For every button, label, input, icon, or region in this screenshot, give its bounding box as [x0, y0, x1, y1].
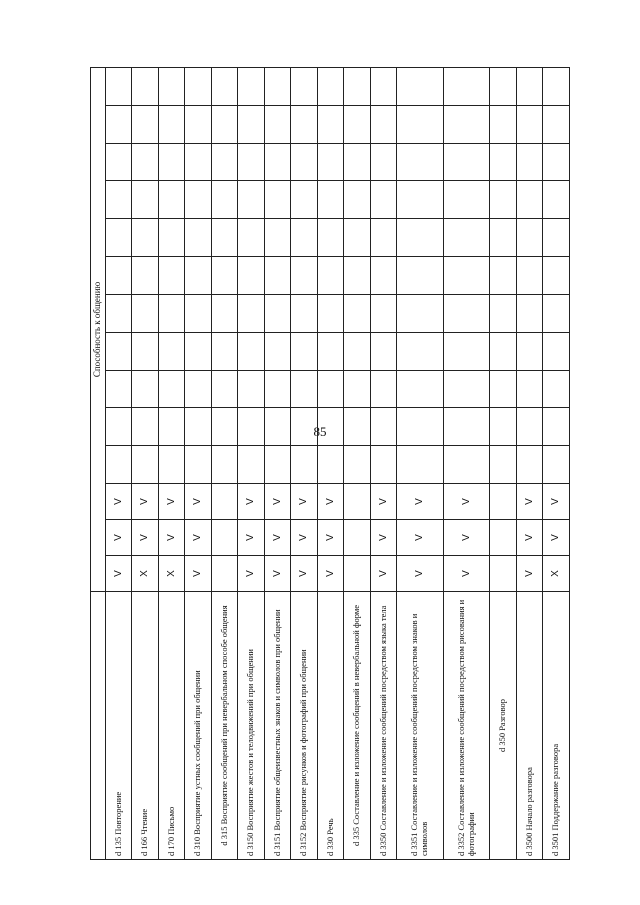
mark-cell: [543, 143, 570, 181]
mark-cell: [370, 294, 396, 332]
table-row: [106, 44, 132, 859]
mark-cell: [344, 181, 370, 219]
mark-cell: V: [106, 556, 132, 592]
mark-cell: [317, 257, 343, 295]
mark-cell: [211, 67, 237, 105]
mark-cell: [317, 143, 343, 181]
row-label: d 3150 Восприятие жестов и телодвижений при общении: [238, 592, 264, 860]
mark-cell: [397, 446, 444, 484]
mark-cell: [344, 520, 370, 556]
mark-cell: V: [132, 484, 158, 520]
mark-cell: [543, 181, 570, 219]
mark-cell: [443, 408, 490, 446]
mark-cell: [238, 105, 264, 143]
mark-cell: [106, 294, 132, 332]
mark-cell: [443, 105, 490, 143]
mark-cell: [132, 257, 158, 295]
mark-cell: [397, 219, 444, 257]
mark-cell: V: [185, 520, 211, 556]
mark-cell: [106, 370, 132, 408]
mark-cell: V: [264, 484, 290, 520]
mark-cell: [370, 408, 396, 446]
mark-cell: [370, 446, 396, 484]
mark-cell: [516, 257, 542, 295]
mark-cell: [185, 67, 211, 105]
table-row: [238, 44, 264, 859]
mark-cell: [490, 67, 516, 105]
row-label: d 3152 Восприятие рисунков и фотографий при общении: [291, 592, 317, 860]
mark-cell: [344, 105, 370, 143]
mark-cell: [317, 294, 343, 332]
mark-cell: X: [543, 556, 570, 592]
mark-cell: [264, 257, 290, 295]
mark-cell: [106, 181, 132, 219]
mark-cell: [490, 484, 516, 520]
mark-cell: [185, 408, 211, 446]
mark-cell: [106, 446, 132, 484]
mark-cell: [238, 294, 264, 332]
mark-cell: V: [443, 556, 490, 592]
mark-cell: V: [317, 556, 343, 592]
table-row: [443, 44, 490, 859]
mark-cell: V: [264, 520, 290, 556]
mark-cell: [132, 332, 158, 370]
mark-cell: [443, 67, 490, 105]
table-row: [370, 44, 396, 859]
mark-cell: [291, 408, 317, 446]
mark-cell: [158, 219, 184, 257]
mark-cell: [397, 105, 444, 143]
mark-cell: [291, 370, 317, 408]
mark-cell: [291, 181, 317, 219]
table-row: [211, 44, 237, 859]
mark-cell: X: [132, 556, 158, 592]
table-row: [543, 44, 570, 859]
rotated-table-container: [90, 45, 570, 860]
mark-cell: [490, 370, 516, 408]
row-label: d 3151 Восприятие общеизвестных знаков и символов при общении: [264, 592, 290, 860]
mark-cell: [132, 181, 158, 219]
mark-cell: V: [516, 556, 542, 592]
table-row: [516, 44, 542, 859]
mark-cell: [397, 370, 444, 408]
mark-cell: [443, 181, 490, 219]
mark-cell: [344, 484, 370, 520]
mark-cell: [443, 143, 490, 181]
mark-cell: [238, 332, 264, 370]
mark-cell: [344, 219, 370, 257]
mark-cell: V: [291, 484, 317, 520]
mark-cell: [443, 219, 490, 257]
table-row: [317, 44, 343, 859]
mark-cell: [211, 143, 237, 181]
mark-cell: [158, 257, 184, 295]
row-label: d 310 Восприятие устных сообщений при общении: [185, 592, 211, 860]
mark-cell: [344, 257, 370, 295]
mark-cell: [397, 257, 444, 295]
mark-cell: V: [185, 484, 211, 520]
mark-cell: [291, 257, 317, 295]
mark-cell: V: [516, 520, 542, 556]
mark-cell: [344, 556, 370, 592]
mark-cell: [370, 219, 396, 257]
mark-cell: [291, 446, 317, 484]
mark-cell: [397, 332, 444, 370]
mark-cell: [443, 257, 490, 295]
mark-cell: [158, 332, 184, 370]
mark-cell: [516, 105, 542, 143]
mark-cell: [370, 181, 396, 219]
mark-cell: [264, 408, 290, 446]
mark-cell: [370, 105, 396, 143]
mark-cell: [370, 370, 396, 408]
mark-cell: V: [158, 484, 184, 520]
mark-cell: [132, 370, 158, 408]
mark-cell: [211, 446, 237, 484]
mark-cell: [317, 332, 343, 370]
mark-cell: [185, 143, 211, 181]
mark-cell: [106, 408, 132, 446]
mark-cell: V: [317, 520, 343, 556]
mark-cell: [185, 332, 211, 370]
mark-cell: [211, 294, 237, 332]
mark-cell: [185, 181, 211, 219]
row-label: d 3350 Составление и изложение сообщений посредством языка тела: [370, 592, 396, 860]
mark-cell: [543, 257, 570, 295]
mark-cell: V: [443, 484, 490, 520]
mark-cell: [238, 370, 264, 408]
mark-cell: [543, 370, 570, 408]
mark-cell: [370, 332, 396, 370]
table-row: [291, 44, 317, 859]
mark-cell: [317, 219, 343, 257]
mark-cell: V: [291, 520, 317, 556]
mark-cell: [344, 446, 370, 484]
mark-cell: [106, 105, 132, 143]
mark-cell: [238, 257, 264, 295]
mark-cell: [185, 105, 211, 143]
mark-cell: [291, 143, 317, 181]
mark-cell: [490, 105, 516, 143]
mark-cell: [264, 332, 290, 370]
mark-cell: [543, 446, 570, 484]
mark-cell: [211, 484, 237, 520]
mark-cell: [106, 332, 132, 370]
mark-cell: [158, 105, 184, 143]
mark-cell: [516, 332, 542, 370]
mark-cell: [490, 143, 516, 181]
mark-cell: [490, 446, 516, 484]
table-row: [490, 44, 516, 859]
mark-cell: [185, 370, 211, 408]
mark-cell: [443, 332, 490, 370]
mark-cell: V: [291, 556, 317, 592]
mark-cell: [158, 408, 184, 446]
row-label: d 3352 Составление и изложение сообщений посредством рисования и фотографии: [443, 592, 490, 860]
table-row: [158, 44, 184, 859]
table-row: [132, 44, 158, 859]
mark-cell: [106, 143, 132, 181]
mark-cell: [264, 67, 290, 105]
mark-cell: [264, 370, 290, 408]
mark-cell: V: [238, 556, 264, 592]
mark-cell: [443, 446, 490, 484]
mark-cell: [238, 181, 264, 219]
mark-cell: [158, 294, 184, 332]
row-label: d 3501 Поддержание разговора: [543, 592, 570, 860]
mark-cell: [490, 257, 516, 295]
mark-cell: [490, 332, 516, 370]
header-corner-cell: [91, 592, 106, 860]
mark-cell: [132, 408, 158, 446]
mark-cell: [106, 257, 132, 295]
mark-cell: [516, 408, 542, 446]
mark-cell: [370, 67, 396, 105]
mark-cell: [211, 181, 237, 219]
mark-cell: V: [264, 556, 290, 592]
mark-cell: [158, 370, 184, 408]
row-label: d 3351 Составление и изложение сообщений посредством знаков и символов: [397, 592, 444, 860]
mark-cell: [516, 294, 542, 332]
mark-cell: [543, 67, 570, 105]
mark-cell: [264, 219, 290, 257]
mark-cell: [317, 370, 343, 408]
page-number: 85: [313, 424, 327, 439]
mark-cell: [344, 332, 370, 370]
mark-cell: [490, 181, 516, 219]
mark-cell: [516, 181, 542, 219]
row-label: d 330 Речь: [317, 592, 343, 860]
mark-cell: V: [516, 484, 542, 520]
mark-cell: [264, 181, 290, 219]
mark-cell: [370, 257, 396, 295]
mark-cell: [291, 67, 317, 105]
mark-cell: [370, 143, 396, 181]
mark-cell: [132, 105, 158, 143]
mark-cell: V: [106, 520, 132, 556]
table-row: [185, 44, 211, 859]
mark-cell: [238, 408, 264, 446]
mark-cell: [238, 67, 264, 105]
mark-cell: [543, 219, 570, 257]
mark-cell: [516, 370, 542, 408]
mark-cell: [211, 219, 237, 257]
mark-cell: [132, 67, 158, 105]
mark-cell: [543, 332, 570, 370]
mark-cell: [185, 219, 211, 257]
row-label: d 170 Письмо: [158, 592, 184, 860]
mark-cell: [238, 219, 264, 257]
mark-cell: [211, 105, 237, 143]
mark-cell: V: [238, 484, 264, 520]
mark-cell: X: [158, 556, 184, 592]
mark-cell: [158, 181, 184, 219]
mark-cell: [516, 143, 542, 181]
mark-cell: [158, 446, 184, 484]
mark-cell: [291, 294, 317, 332]
mark-cell: V: [317, 484, 343, 520]
mark-cell: [317, 67, 343, 105]
mark-cell: [543, 105, 570, 143]
mark-cell: [490, 556, 516, 592]
mark-cell: [344, 143, 370, 181]
communication-ability-table: [90, 44, 570, 860]
table-row: [344, 44, 370, 859]
mark-cell: [185, 257, 211, 295]
mark-cell: V: [370, 484, 396, 520]
mark-cell: [397, 294, 444, 332]
mark-cell: [158, 67, 184, 105]
mark-cell: V: [543, 484, 570, 520]
mark-cell: V: [370, 556, 396, 592]
mark-cell: [211, 520, 237, 556]
mark-cell: [264, 105, 290, 143]
mark-cell: [397, 408, 444, 446]
mark-cell: [264, 446, 290, 484]
mark-cell: [317, 181, 343, 219]
mark-cell: [132, 446, 158, 484]
mark-cell: [211, 370, 237, 408]
mark-cell: V: [106, 484, 132, 520]
row-label: d 350 Разговор: [490, 592, 516, 860]
table-header: Способность к общению: [91, 67, 106, 591]
mark-cell: [543, 294, 570, 332]
mark-cell: [158, 143, 184, 181]
mark-cell: [238, 446, 264, 484]
mark-cell: [291, 332, 317, 370]
mark-cell: [397, 67, 444, 105]
mark-cell: [211, 332, 237, 370]
mark-cell: [344, 370, 370, 408]
mark-cell: [490, 219, 516, 257]
row-label: d 166 Чтение: [132, 592, 158, 860]
mark-cell: [185, 446, 211, 484]
row-label: d 315 Восприятие сообщений при невербальном способе общения: [211, 592, 237, 860]
mark-cell: [291, 219, 317, 257]
mark-cell: [516, 446, 542, 484]
right-margin-cell: [91, 44, 570, 67]
mark-cell: [443, 294, 490, 332]
mark-cell: [317, 446, 343, 484]
mark-cell: [238, 143, 264, 181]
mark-cell: [211, 257, 237, 295]
row-label: d 135 Повторение: [106, 592, 132, 860]
mark-cell: [264, 143, 290, 181]
mark-cell: V: [397, 484, 444, 520]
mark-cell: [443, 370, 490, 408]
mark-cell: [132, 294, 158, 332]
mark-cell: [317, 105, 343, 143]
mark-cell: V: [397, 556, 444, 592]
mark-cell: [490, 520, 516, 556]
table-row: [397, 44, 444, 859]
row-label: d 335 Составление и изложение сообщений в невербальной форме: [344, 592, 370, 860]
mark-cell: [344, 408, 370, 446]
mark-cell: [317, 408, 343, 446]
mark-cell: [397, 143, 444, 181]
mark-cell: [490, 408, 516, 446]
mark-cell: [264, 294, 290, 332]
mark-cell: [344, 67, 370, 105]
mark-cell: [106, 219, 132, 257]
mark-cell: V: [185, 556, 211, 592]
mark-cell: [543, 408, 570, 446]
mark-cell: [106, 67, 132, 105]
mark-cell: [490, 294, 516, 332]
mark-cell: [397, 181, 444, 219]
mark-cell: V: [443, 520, 490, 556]
mark-cell: V: [370, 520, 396, 556]
mark-cell: [185, 294, 211, 332]
table-header-row: [91, 44, 106, 859]
row-label: d 3500 Начало разговора: [516, 592, 542, 860]
mark-cell: [132, 143, 158, 181]
mark-cell: [211, 556, 237, 592]
mark-cell: [516, 219, 542, 257]
mark-cell: V: [397, 520, 444, 556]
mark-cell: [132, 219, 158, 257]
mark-cell: V: [238, 520, 264, 556]
mark-cell: [291, 105, 317, 143]
mark-cell: V: [158, 520, 184, 556]
mark-cell: [516, 67, 542, 105]
mark-cell: [344, 294, 370, 332]
mark-cell: V: [132, 520, 158, 556]
table-row: [264, 44, 290, 859]
mark-cell: [211, 408, 237, 446]
mark-cell: V: [543, 520, 570, 556]
